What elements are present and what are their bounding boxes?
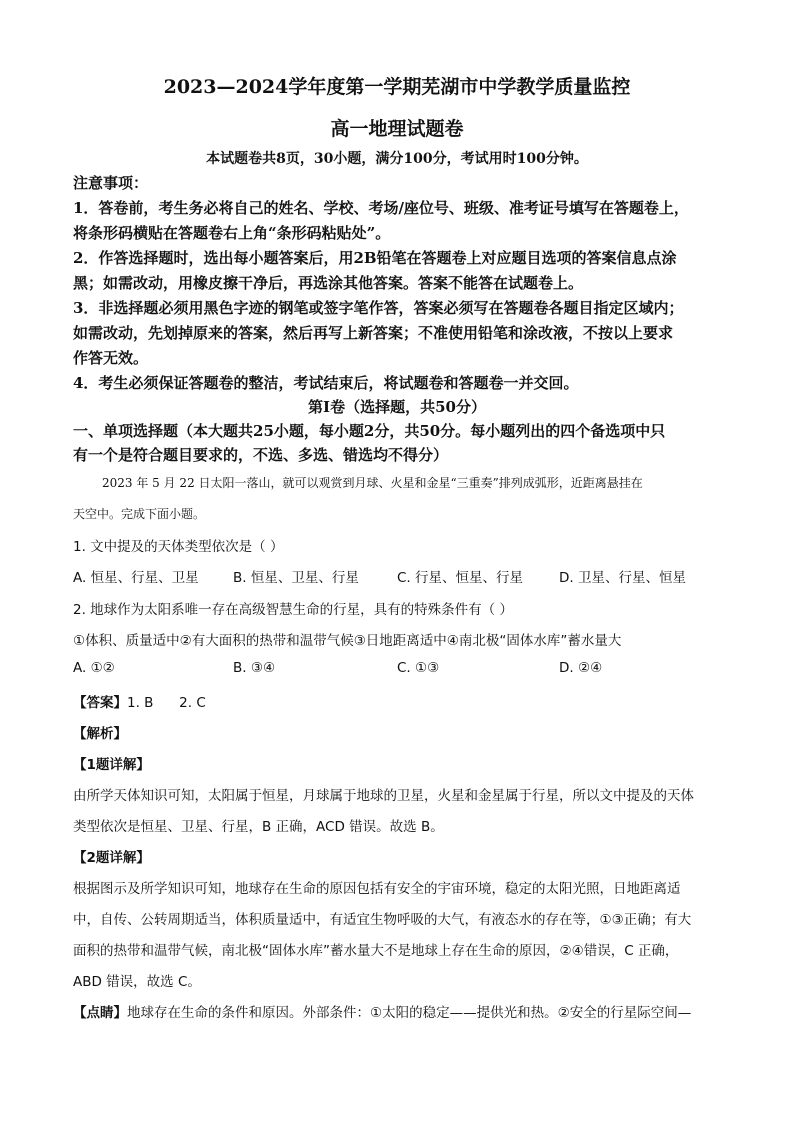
option-d: D. 卫星、行星、恒星: [559, 570, 686, 586]
option-b: B. 恒星、卫星、行星: [233, 570, 359, 586]
analysis-tag: 【解析】: [73, 726, 127, 742]
detail-2-tag: 【2题详解】: [73, 850, 150, 866]
detail-1-tag: 【1题详解】: [73, 757, 150, 773]
question-2-stem: 2. 地球作为太阳系唯一存在高级智慧生命的行星，具有的特殊条件有（ ）: [73, 602, 513, 618]
question-2-items: ①体积、质量适中②有大面积的热带和温带气候③日地距离适中④南北极“固体水库”蓄水量大: [73, 633, 622, 649]
exam-subtitle: 高一地理试题卷: [330, 118, 464, 140]
material-text: 天空中。完成下面小题。: [73, 507, 206, 521]
option-d: D. ②④: [559, 660, 603, 676]
question-1-stem: 1. 文中提及的天体类型依次是（ ）: [73, 539, 284, 555]
section-instructions: 一、单项选择题（本大题共25小题，每小题2分，共50分。每小题列出的四个备选项中只: [73, 422, 666, 440]
notes-line: 黑；如需改动，用橡皮擦干净后，再选涂其他答案。答案不能答在试题卷上。: [73, 274, 584, 292]
answer-line: [73, 691, 733, 711]
key-point-line: [73, 1001, 733, 1021]
notes-line: 如需改动，先划掉原来的答案，然后再写上新答案；不准使用铅笔和涂改液，不按以上要求: [73, 324, 674, 342]
notes-line: 1．答卷前，考生务必将自己的姓名、学校、考场/座位号、班级、准考证号填写在答题卷上，: [73, 199, 689, 217]
key-point-tag: 【点睛】: [73, 1005, 127, 1021]
option-c: C. ①③: [397, 660, 440, 676]
notes-heading: 注意事项：: [73, 174, 149, 192]
option-a: A. ①②: [73, 660, 115, 676]
exam-intro: 本试题卷共8页，30小题，满分100分，考试用时100分钟。: [206, 151, 588, 167]
notes-line: 2．作答选择题时，选出每小题答案后，用2B铅笔在答题卷上对应题目选项的答案信息点涂: [73, 249, 677, 267]
notes-line: 将条形码横贴在答题卷右上角“条形码粘贴处”。: [73, 224, 391, 242]
material-text: 2023 年 5 月 22 日太阳一落山，就可以观赏到月球、火星和金星“三重奏”排列成弧形，近距离悬挂在: [102, 476, 643, 490]
notes-line: 3．非选择题必须用黑色字迹的钢笔或签字笔作答，答案必须写在答题卷各题目指定区域内；: [73, 299, 684, 317]
detail-2-text: 根据图示及所学知识可知，地球存在生命的原因包括有安全的宇宙环境，稳定的太阳光照，日地距离适: [73, 881, 681, 897]
notes-line: 作答无效。: [73, 349, 149, 367]
exam-title: 2023—2024学年度第一学期芜湖市中学教学质量监控: [163, 76, 631, 98]
detail-2-text: ABD 错误，故选 C。: [73, 974, 201, 990]
option-c: C. 行星、恒星、行星: [397, 570, 524, 586]
detail-1-text: 由所学天体知识可知，太阳属于恒星，月球属于地球的卫星，火星和金星属于行星，所以文中提及的天体: [73, 788, 694, 804]
notes-line: 4．考生必须保证答题卷的整洁，考试结束后，将试题卷和答题卷一并交回。: [73, 374, 579, 392]
option-b: B. ③④: [233, 660, 276, 676]
answer-text: 1. B 2. C: [127, 695, 206, 711]
section-title: 第Ⅰ卷（选择题，共50分）: [308, 398, 486, 416]
answer-tag: 【答案】: [73, 695, 127, 711]
option-a: A. 恒星、行星、卫星: [73, 570, 199, 586]
detail-2-text: 中，自传、公转周期适当，体积质量适中，有适宜生物呼吸的大气，有液态水的存在等，①③正确；有大: [73, 912, 692, 928]
key-point-text: 地球存在生命的条件和原因。外部条件：①太阳的稳定——提供光和热。②安全的行星际空间—: [127, 1005, 692, 1021]
detail-2-text: 面积的热带和温带气候，南北极“固体水库”蓄水量大不是地球上存在生命的原因，②④错误，C 正确，: [73, 943, 679, 959]
detail-1-text: 类型依次是恒星、卫星、行星，B 正确，ACD 错误。故选 B。: [73, 819, 444, 835]
section-instructions: 有一个是符合题目要求的，不选、多选、错选均不得分）: [73, 446, 449, 464]
